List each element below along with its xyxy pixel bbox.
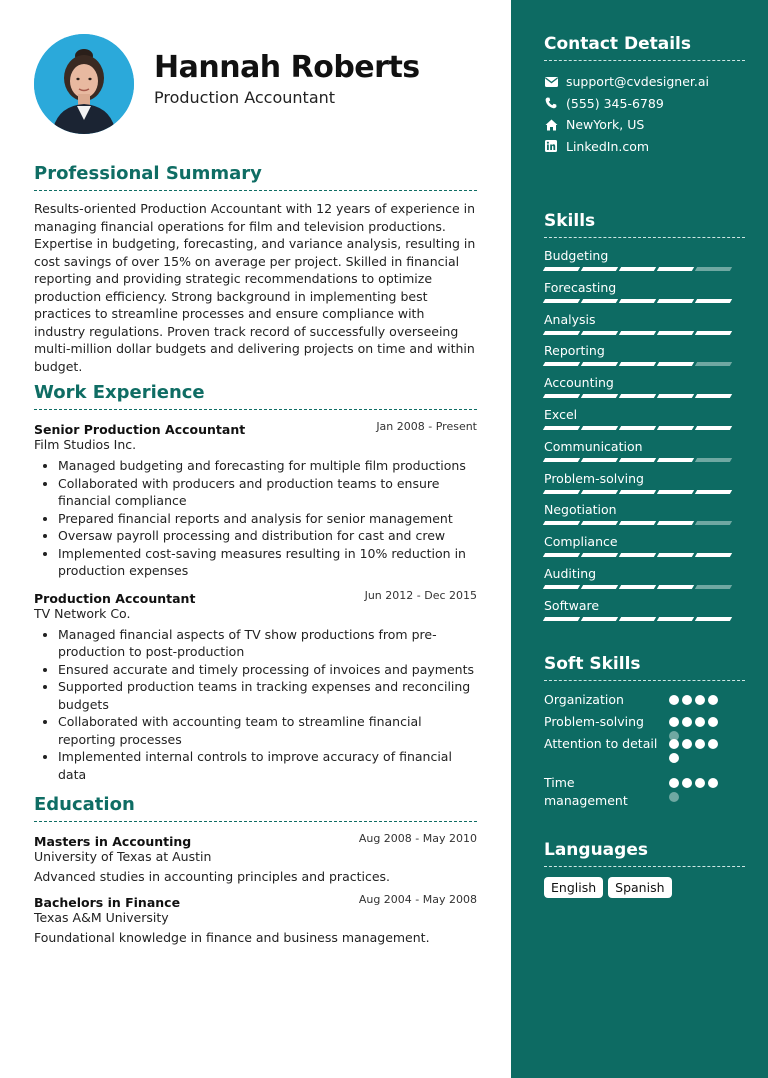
job-bullets bbox=[34, 626, 477, 784]
rating-dot bbox=[708, 739, 718, 749]
skill-level-segment bbox=[695, 299, 732, 303]
skill-name: Forecasting bbox=[544, 279, 617, 295]
soft-skill-name: Problem-solving bbox=[544, 714, 644, 729]
skill-level-segment bbox=[619, 362, 656, 366]
skill-level-segment bbox=[543, 553, 580, 557]
job-title: Production Accountant bbox=[34, 590, 196, 606]
skill-level-bar bbox=[544, 362, 731, 366]
skill-level-bar bbox=[544, 585, 731, 589]
rating-dot bbox=[669, 778, 679, 788]
skill-item bbox=[544, 534, 745, 566]
skill-item bbox=[544, 280, 745, 312]
skill-level-segment bbox=[543, 299, 580, 303]
skill-name: Reporting bbox=[544, 343, 605, 359]
section-title: Skills bbox=[544, 211, 745, 238]
skill-name: Excel bbox=[544, 406, 578, 422]
soft-skill-item bbox=[544, 713, 745, 735]
skill-level-segment bbox=[657, 426, 694, 430]
list-item: • Implemented cost-saving measures resulting in 10% reduction in production expenses bbox=[58, 545, 477, 580]
skill-level-segment bbox=[581, 585, 618, 589]
summary-section bbox=[34, 163, 477, 375]
skill-level-segment bbox=[543, 458, 580, 462]
skill-level-segment bbox=[543, 331, 580, 335]
rating-dot bbox=[682, 739, 692, 749]
skill-name: Accounting bbox=[544, 375, 614, 391]
job-date: Jan 2008 - Present bbox=[376, 420, 477, 433]
skill-level-segment bbox=[657, 394, 694, 398]
location-text: NewYork, US bbox=[566, 117, 645, 133]
skill-level-segment bbox=[695, 394, 732, 398]
skill-level-segment bbox=[543, 394, 580, 398]
summary-text: Results-oriented Production Accountant with 12 years of experience in managing financial operations for film and television productions. Expertise in budgeting, forecasting, and variance analysis, resulting in cost savings of over 15% on average per project. Skilled in financial reporting and providing strategic recommendations to optimize production efficiency. Strong background in implementing best practices to streamline processes and ensure compliance with industry regulations. Proven track record of successfully overseeing multi-million dollar budgets and delivering projects on time and within budget. bbox=[34, 201, 476, 374]
section-title: Education bbox=[34, 794, 477, 822]
school-name: University of Texas at Austin bbox=[34, 849, 212, 864]
section-title: Work Experience bbox=[34, 382, 477, 410]
list-item: • Collaborated with producers and production teams to ensure financial compliance bbox=[58, 475, 477, 510]
job-entry bbox=[34, 419, 477, 580]
skill-level-bar bbox=[544, 331, 731, 335]
skill-name: Budgeting bbox=[544, 248, 609, 263]
education-entry bbox=[34, 831, 477, 884]
skill-item bbox=[544, 439, 745, 471]
soft-skills-section bbox=[544, 654, 745, 813]
skill-level-segment bbox=[581, 617, 618, 621]
language-badge: English bbox=[544, 877, 603, 898]
rating-dot bbox=[708, 695, 718, 705]
skill-name: Analysis bbox=[544, 311, 596, 327]
skill-level-segment bbox=[695, 458, 732, 462]
avatar bbox=[34, 34, 134, 134]
skill-level-segment bbox=[657, 617, 694, 621]
rating-dot bbox=[682, 778, 692, 788]
skill-name: Auditing bbox=[544, 565, 597, 581]
education-description: Advanced studies in accounting principles and practices. bbox=[34, 869, 391, 884]
skills-section bbox=[544, 211, 745, 630]
skill-level-segment bbox=[695, 426, 732, 430]
skill-level-segment bbox=[657, 331, 694, 335]
phone-icon bbox=[544, 96, 558, 110]
list-item: • Ensured accurate and timely processing of invoices and payments bbox=[58, 661, 477, 679]
degree-title: Bachelors in Finance bbox=[34, 895, 181, 910]
skill-level-segment bbox=[543, 267, 580, 271]
skill-level-segment bbox=[695, 267, 732, 271]
skill-level-segment bbox=[581, 426, 618, 430]
rating-dot bbox=[708, 717, 718, 727]
job-company: TV Network Co. bbox=[34, 605, 131, 621]
candidate-name: Hannah Roberts bbox=[154, 50, 420, 85]
job-header bbox=[34, 419, 477, 436]
skill-level-segment bbox=[543, 585, 580, 589]
rating-dot bbox=[695, 717, 705, 727]
skill-name: Negotiation bbox=[544, 502, 617, 518]
soft-skill-item bbox=[544, 691, 745, 713]
skill-level-segment bbox=[619, 553, 656, 557]
skill-level-segment bbox=[581, 331, 618, 335]
phone-text: (555) 345-6789 bbox=[566, 95, 664, 111]
skill-level-segment bbox=[543, 426, 580, 430]
rating-dot bbox=[669, 739, 679, 749]
skill-level-segment bbox=[581, 394, 618, 398]
rating-dot bbox=[669, 753, 679, 763]
skill-item bbox=[544, 343, 745, 375]
skill-level-bar bbox=[544, 394, 731, 398]
rating-dot bbox=[669, 717, 679, 727]
skill-level-segment bbox=[695, 521, 732, 525]
contact-linkedin[interactable] bbox=[544, 136, 745, 158]
skill-item bbox=[544, 407, 745, 439]
skill-level-segment bbox=[543, 617, 580, 621]
sidebar bbox=[511, 0, 768, 1078]
candidate-role: Production Accountant bbox=[154, 88, 336, 107]
skill-level-segment bbox=[619, 331, 656, 335]
education-header bbox=[34, 892, 477, 909]
soft-skill-item bbox=[544, 774, 745, 813]
rating-dot bbox=[682, 717, 692, 727]
skill-level-segment bbox=[581, 299, 618, 303]
home-icon bbox=[544, 118, 558, 132]
skill-level-segment bbox=[657, 267, 694, 271]
skill-name: Software bbox=[544, 597, 600, 613]
skill-level-segment bbox=[657, 521, 694, 525]
skill-item bbox=[544, 566, 745, 598]
skill-level-segment bbox=[657, 362, 694, 366]
soft-skill-rating bbox=[669, 695, 729, 705]
linkedin-icon bbox=[544, 139, 558, 153]
education-date: Aug 2004 - May 2008 bbox=[358, 893, 477, 906]
rating-dot bbox=[669, 792, 679, 802]
skill-level-segment bbox=[657, 585, 694, 589]
list-item: • Oversaw payroll processing and distribution for cast and crew bbox=[58, 527, 477, 545]
contact-email[interactable] bbox=[544, 71, 745, 93]
list-item: • Implemented internal controls to improve accuracy of financial data bbox=[58, 748, 477, 783]
skill-level-segment bbox=[695, 617, 732, 621]
skill-level-bar bbox=[544, 521, 731, 525]
skill-item bbox=[544, 375, 745, 407]
list-item: • Managed budgeting and forecasting for multiple film productions bbox=[58, 457, 477, 475]
job-header bbox=[34, 588, 477, 605]
skill-item bbox=[544, 248, 745, 280]
skill-level-bar bbox=[544, 553, 731, 557]
skill-level-segment bbox=[619, 458, 656, 462]
education-section bbox=[34, 794, 477, 953]
skill-level-segment bbox=[543, 362, 580, 366]
skill-level-segment bbox=[543, 521, 580, 525]
job-title: Senior Production Accountant bbox=[34, 422, 246, 437]
skill-item bbox=[544, 502, 745, 534]
skill-level-segment bbox=[657, 553, 694, 557]
skill-level-segment bbox=[619, 490, 656, 494]
soft-skill-name: Time management bbox=[544, 775, 628, 808]
education-entry bbox=[34, 892, 477, 945]
languages-section bbox=[544, 840, 745, 898]
rating-dot bbox=[682, 695, 692, 705]
soft-skill-rating bbox=[669, 739, 729, 763]
skill-level-segment bbox=[581, 362, 618, 366]
skill-level-segment bbox=[619, 267, 656, 271]
envelope-icon bbox=[544, 75, 558, 89]
job-date: Jun 2012 - Dec 2015 bbox=[364, 588, 477, 602]
skill-level-segment bbox=[695, 553, 732, 557]
soft-skill-item bbox=[544, 735, 745, 774]
skill-level-segment bbox=[619, 521, 656, 525]
email-text: support@cvdesigner.ai bbox=[566, 74, 710, 90]
soft-skill-name: Organization bbox=[544, 692, 624, 707]
skill-level-segment bbox=[581, 490, 618, 494]
soft-skills-list bbox=[544, 691, 745, 813]
skill-level-segment bbox=[619, 394, 656, 398]
skill-name: Communication bbox=[544, 438, 643, 454]
rating-dot bbox=[695, 739, 705, 749]
skill-level-segment bbox=[695, 585, 732, 589]
skill-level-bar bbox=[544, 490, 731, 494]
skill-level-bar bbox=[544, 267, 731, 271]
skill-level-bar bbox=[544, 458, 731, 462]
rating-dot bbox=[695, 695, 705, 705]
skill-level-segment bbox=[619, 299, 656, 303]
section-title: Contact Details bbox=[544, 34, 745, 61]
rating-dot bbox=[708, 778, 718, 788]
skill-level-bar bbox=[544, 299, 731, 303]
skills-list bbox=[544, 248, 745, 630]
skill-level-bar bbox=[544, 617, 731, 621]
skill-level-segment bbox=[543, 490, 580, 494]
skill-name: Problem-solving bbox=[544, 470, 644, 486]
skill-level-segment bbox=[619, 617, 656, 621]
language-list bbox=[544, 877, 745, 898]
skill-level-bar bbox=[544, 426, 731, 430]
skill-level-segment bbox=[695, 331, 732, 335]
education-date: Aug 2008 - May 2010 bbox=[358, 832, 477, 845]
list-item: • Supported production teams in tracking expenses and reconciling budgets bbox=[58, 678, 477, 713]
skill-level-segment bbox=[581, 458, 618, 462]
contact-phone[interactable] bbox=[544, 93, 745, 115]
skill-level-segment bbox=[657, 299, 694, 303]
rating-dot bbox=[695, 778, 705, 788]
list-item: • Prepared financial reports and analysis for senior management bbox=[58, 510, 477, 528]
list-item: • Managed financial aspects of TV show productions from pre-production to post-production bbox=[58, 626, 477, 661]
skill-item bbox=[544, 312, 745, 344]
contact-section bbox=[544, 34, 745, 157]
degree-title: Masters in Accounting bbox=[34, 834, 192, 849]
section-title: Soft Skills bbox=[544, 654, 745, 681]
skill-name: Compliance bbox=[544, 534, 618, 550]
linkedin-text: LinkedIn.com bbox=[566, 138, 650, 154]
skill-item bbox=[544, 598, 745, 630]
skill-level-segment bbox=[581, 553, 618, 557]
job-company: Film Studios Inc. bbox=[34, 437, 137, 452]
contact-location bbox=[544, 114, 745, 136]
skill-level-segment bbox=[581, 521, 618, 525]
skill-level-segment bbox=[619, 585, 656, 589]
soft-skill-rating bbox=[669, 778, 729, 802]
education-description: Foundational knowledge in finance and business management. bbox=[34, 930, 430, 945]
school-name: Texas A&M University bbox=[34, 910, 169, 925]
language-badge: Spanish bbox=[608, 877, 671, 898]
skill-level-segment bbox=[657, 490, 694, 494]
resume-header bbox=[34, 34, 494, 134]
job-bullets bbox=[34, 457, 477, 580]
skill-level-segment bbox=[619, 426, 656, 430]
skill-level-segment bbox=[695, 490, 732, 494]
education-header bbox=[34, 831, 477, 848]
skill-level-segment bbox=[695, 362, 732, 366]
skill-level-segment bbox=[581, 267, 618, 271]
job-entry bbox=[34, 588, 477, 784]
section-title: Professional Summary bbox=[34, 163, 477, 191]
skill-item bbox=[544, 471, 745, 503]
profile-photo bbox=[34, 34, 134, 134]
soft-skill-name: Attention to detail bbox=[544, 736, 658, 751]
rating-dot bbox=[669, 695, 679, 705]
work-section bbox=[34, 382, 477, 791]
list-item: • Collaborated with accounting team to streamline financial reporting processes bbox=[58, 713, 477, 748]
skill-level-segment bbox=[657, 458, 694, 462]
section-title: Languages bbox=[544, 840, 745, 867]
